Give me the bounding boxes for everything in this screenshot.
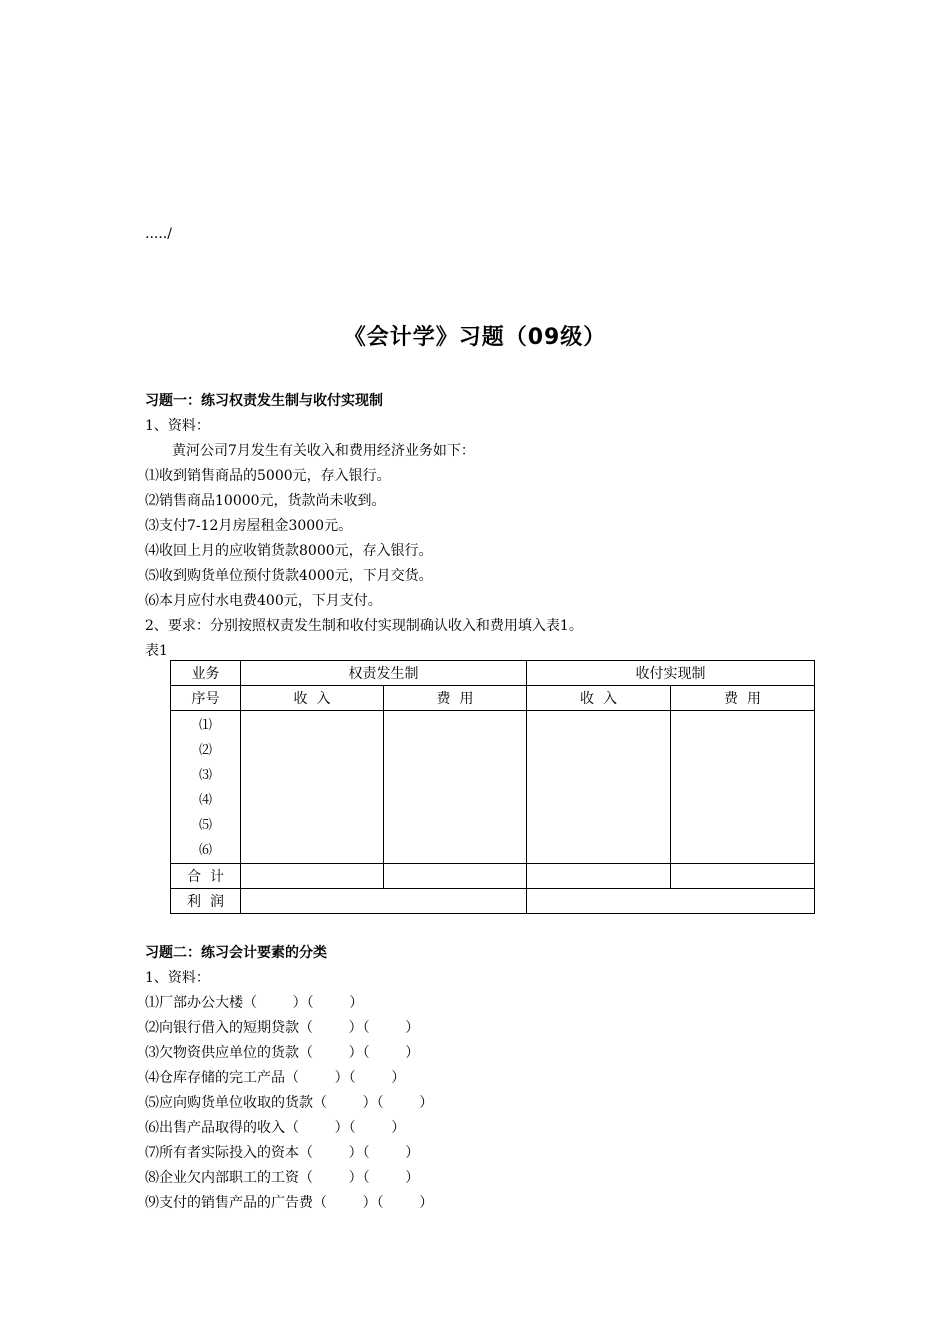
total-cash-income: [527, 864, 671, 889]
row-number: ⑵: [198, 743, 212, 758]
exercise-2-item: ⑷仓库存储的完工产品（ ）（ ）: [145, 1070, 406, 1086]
exercise-1-heading: 习题一：练习权责发生制与收付实现制: [145, 393, 383, 409]
row-numbers-cell: [171, 711, 241, 864]
exercise-2-item: ⑼支付的销售产品的广告费（ ）（ ）: [145, 1195, 434, 1211]
profit-label: 利 润: [171, 889, 241, 914]
row-number: ⑹: [198, 843, 212, 858]
exercise-1-item: ⑷收回上月的应收销货款8000元，存入银行。: [145, 543, 433, 559]
header-accrual-expense: 费 用: [384, 686, 527, 711]
exercise-1-intro: 黄河公司7月发生有关收入和费用经济业务如下：: [172, 443, 475, 459]
cash-expense-cell: [671, 711, 815, 864]
profit-cash: [527, 889, 815, 914]
header-sequence: 序号: [171, 686, 241, 711]
exercise-1-item: ⑴收到销售商品的5000元，存入银行。: [145, 468, 391, 484]
row-number: ⑷: [198, 793, 212, 808]
header-accrual-income: 收 入: [241, 686, 384, 711]
total-accrual-expense: [384, 864, 527, 889]
page-title: 《会计学》习题（09级）: [343, 325, 607, 350]
header-accrual-basis: 权责发生制: [241, 661, 527, 686]
profit-accrual: [241, 889, 527, 914]
header-cash-income: 收 入: [527, 686, 671, 711]
exercise-1-item: ⑵销售商品10000元，货款尚未收到。: [145, 493, 386, 509]
row-number: ⑴: [198, 718, 212, 733]
cash-income-cell: [527, 711, 671, 864]
header-mark: ...../: [145, 226, 172, 242]
exercise-2-item: ⑴厂部办公大楼（ ）（ ）: [145, 995, 364, 1011]
table-1: [170, 660, 815, 914]
exercise-2-heading: 习题二：练习会计要素的分类: [145, 945, 327, 961]
exercise-1-item: ⑹本月应付水电费400元，下月支付。: [145, 593, 382, 609]
total-accrual-income: [241, 864, 384, 889]
row-number: ⑶: [198, 768, 212, 783]
exercise-1-item: ⑸收到购货单位预付货款4000元，下月交货。: [145, 568, 433, 584]
exercise-2-item: ⑸应向购货单位收取的货款（ ）（ ）: [145, 1095, 434, 1111]
row-number: ⑸: [198, 818, 212, 833]
exercise-1-requirement: 2、要求：分别按照权责发生制和收付实现制确认收入和费用填入表1。: [145, 618, 583, 634]
accrual-income-cell: [241, 711, 384, 864]
header-cash-basis: 收付实现制: [527, 661, 815, 686]
exercise-2-item: ⑶欠物资供应单位的货款（ ）（ ）: [145, 1045, 420, 1061]
exercise-2-item: ⑻企业欠内部职工的工资（ ）（ ）: [145, 1170, 420, 1186]
header-cash-expense: 费 用: [671, 686, 815, 711]
exercise-1-item: ⑶支付7-12月房屋租金3000元。: [145, 518, 353, 534]
table-1-label: 表1: [145, 643, 168, 659]
header-business: 业务: [171, 661, 241, 686]
accrual-expense-cell: [384, 711, 527, 864]
exercise-1-material-label: 1、资料：: [145, 418, 210, 434]
total-cash-expense: [671, 864, 815, 889]
exercise-2-item: ⑺所有者实际投入的资本（ ）（ ）: [145, 1145, 420, 1161]
exercise-2-material-label: 1、资料：: [145, 970, 210, 986]
exercise-2-item: ⑵向银行借入的短期贷款（ ）（ ）: [145, 1020, 420, 1036]
total-label: 合 计: [171, 864, 241, 889]
exercise-2-item: ⑹出售产品取得的收入（ ）（ ）: [145, 1120, 406, 1136]
